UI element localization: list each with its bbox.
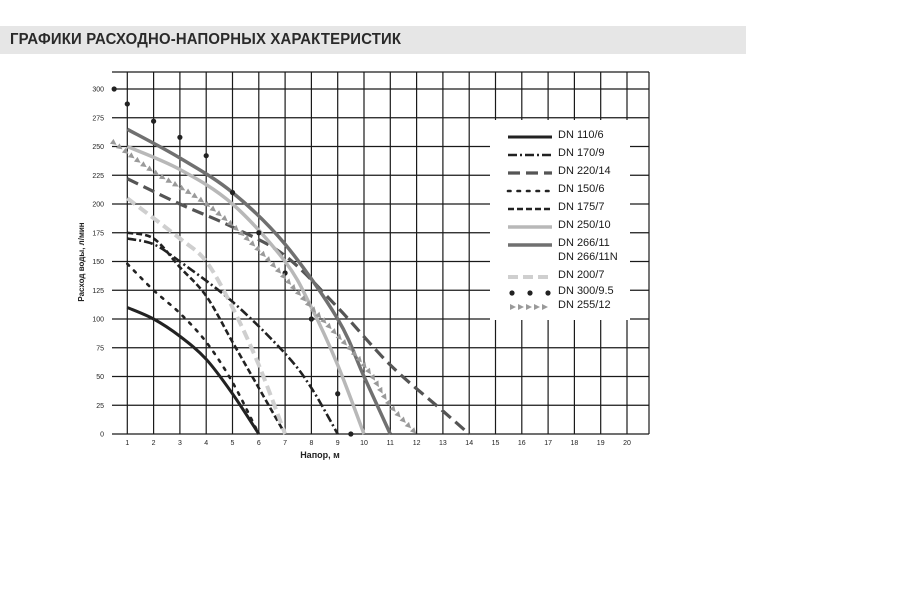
series-dn-255-12-marker xyxy=(377,387,385,395)
series-dn-255-12-marker xyxy=(275,267,283,275)
series-dn-255-12-marker xyxy=(185,189,193,197)
legend-label: DN 200/7 xyxy=(558,269,605,281)
series-dn-255-12-marker xyxy=(172,181,180,189)
x-tick-label: 1 xyxy=(125,440,130,447)
legend-swatch-marker xyxy=(518,304,524,310)
x-tick-label: 17 xyxy=(544,440,552,447)
legend-label: DN 175/7 xyxy=(558,201,605,213)
y-tick-label: 200 xyxy=(92,201,104,209)
legend-swatch-marker xyxy=(526,304,532,310)
series-dn-255-12-marker xyxy=(405,422,413,430)
y-tick-label: 0 xyxy=(100,431,104,439)
legend-label: DN 170/9 xyxy=(558,147,605,159)
x-tick-label: 3 xyxy=(177,440,182,447)
legend-label: DN 220/14 xyxy=(558,165,611,177)
legend-swatch-dot xyxy=(527,290,532,295)
y-tick-label: 250 xyxy=(92,144,104,151)
series-dn-255-12-marker xyxy=(365,368,373,376)
series-dn-300-9-5-point xyxy=(112,86,117,91)
series-dn-255-12-marker xyxy=(116,143,124,151)
series-dn-255-12-marker xyxy=(265,256,273,264)
series-dn-300-9-5-point xyxy=(204,153,209,158)
series-dn-300-9-5-point xyxy=(125,101,130,106)
y-tick-label: 100 xyxy=(92,316,104,324)
legend-swatch xyxy=(506,184,554,198)
series-dn-300-9-5-point xyxy=(335,391,340,396)
legend-swatch xyxy=(506,252,554,266)
legend-swatch-marker xyxy=(542,304,548,310)
legend-swatch xyxy=(506,238,554,252)
series-dn-255-12-marker xyxy=(336,334,344,342)
legend-swatch-dot xyxy=(545,290,550,295)
y-tick-label: 275 xyxy=(92,115,104,123)
y-tick-label: 150 xyxy=(92,259,104,266)
legend-swatch-marker xyxy=(510,304,516,310)
series-dn-150-6-line xyxy=(127,264,258,434)
series-dn-255-12-marker xyxy=(204,201,212,209)
series-dn-255-12-marker xyxy=(191,192,199,200)
x-tick-label: 4 xyxy=(204,440,209,447)
y-tick-label: 175 xyxy=(92,230,104,238)
x-tick-label: 16 xyxy=(517,440,526,447)
x-tick-label: 19 xyxy=(596,440,605,447)
legend-item-dn-150-6 xyxy=(490,184,630,198)
series-dn-255-12-marker xyxy=(394,411,402,419)
series-dn-255-12-marker xyxy=(373,380,381,388)
x-tick-label: 15 xyxy=(491,440,500,447)
series-dn-300-9-5-point xyxy=(348,431,353,436)
legend-swatch-dot xyxy=(509,290,514,295)
x-tick-label: 10 xyxy=(360,440,368,447)
series-dn-255-12-marker xyxy=(166,177,174,185)
legend-label: DN 266/11 xyxy=(558,237,610,249)
series-dn-255-12-marker xyxy=(381,393,389,401)
x-tick-label: 7 xyxy=(283,440,288,447)
legend-item-dn-200-7 xyxy=(490,270,630,284)
legend-item-dn-250-10 xyxy=(490,220,630,234)
series-dn-255-12-marker xyxy=(128,152,136,160)
x-tick-label: 20 xyxy=(623,440,631,447)
series-dn-300-9-5-point xyxy=(230,190,235,195)
legend-label: DN 110/6 xyxy=(558,129,604,141)
legend-swatch xyxy=(506,220,554,234)
legend-swatch xyxy=(506,202,554,216)
legend-label: DN 150/6 xyxy=(558,183,605,195)
series-dn-255-12-marker xyxy=(210,206,218,214)
y-tick-label: 225 xyxy=(92,172,104,180)
legend-swatch xyxy=(506,300,554,314)
y-tick-label: 300 xyxy=(92,86,104,94)
chart-legend xyxy=(490,120,630,320)
x-tick-label: 6 xyxy=(256,440,261,447)
series-dn-255-12-marker xyxy=(385,399,393,407)
legend-swatch xyxy=(506,270,554,284)
series-dn-255-12-marker xyxy=(290,284,298,292)
legend-label: DN 250/10 xyxy=(558,219,611,231)
legend-item-dn-170-9 xyxy=(490,148,630,162)
x-tick-label: 18 xyxy=(570,440,579,447)
x-tick-label: 12 xyxy=(412,440,421,447)
y-tick-label: 125 xyxy=(92,287,104,295)
series-dn-255-12-marker xyxy=(260,251,268,259)
legend-item-dn-220-14 xyxy=(490,166,630,180)
y-tick-label: 50 xyxy=(96,374,104,381)
series-dn-255-12-marker xyxy=(369,374,377,382)
series-dn-110-6-line xyxy=(127,308,258,435)
legend-item-dn-255-12 xyxy=(490,300,630,314)
x-tick-label: 5 xyxy=(230,440,235,447)
x-tick-label: 2 xyxy=(151,440,156,447)
series-dn-255-12-marker xyxy=(400,416,408,424)
legend-item-dn-110-6 xyxy=(490,130,630,144)
series-dn-255-12-marker xyxy=(249,240,257,248)
series-dn-300-9-5-point xyxy=(177,135,182,140)
series-dn-220-14-line xyxy=(127,179,469,434)
x-tick-label: 14 xyxy=(465,440,474,447)
y-axis-label: Расход воды, л/мин xyxy=(77,222,86,302)
legend-swatch xyxy=(506,286,554,300)
x-tick-label: 11 xyxy=(386,440,394,447)
series-dn-300-9-5-point xyxy=(309,316,314,321)
legend-swatch xyxy=(506,166,554,180)
series-dn-255-12-marker xyxy=(140,161,148,169)
series-dn-300-9-5-point xyxy=(256,230,261,235)
series-dn-255-12-marker xyxy=(285,278,293,286)
legend-item-dn-266-11n xyxy=(490,252,630,266)
series-dn-255-12-marker xyxy=(215,210,223,218)
legend-label: DN 300/9.5 xyxy=(558,285,614,297)
series-dn-300-9-5-point xyxy=(151,119,156,124)
legend-item-dn-175-7 xyxy=(490,202,630,216)
legend-label: DN 255/12 xyxy=(558,299,611,311)
series-dn-255-12-marker xyxy=(325,323,333,331)
y-tick-label: 25 xyxy=(96,402,104,410)
legend-swatch xyxy=(506,148,554,162)
legend-swatch xyxy=(506,130,554,144)
x-tick-label: 8 xyxy=(309,440,314,447)
legend-item-dn-300-9-5 xyxy=(490,286,630,300)
series-dn-255-12-marker xyxy=(134,157,142,165)
legend-swatch-marker xyxy=(534,304,540,310)
series-dn-255-12-marker xyxy=(221,215,229,223)
legend-label: DN 266/11N xyxy=(558,251,618,263)
y-tick-label: 75 xyxy=(96,345,104,353)
series-dn-255-12-marker xyxy=(270,262,278,270)
x-tick-label: 9 xyxy=(335,440,340,447)
page-title: ГРАФИКИ РАСХОДНО-НАПОРНЫХ ХАРАКТЕРИСТИК xyxy=(10,31,402,48)
x-tick-label: 13 xyxy=(439,440,447,447)
x-axis-label: Напор, м xyxy=(300,450,340,460)
legend-item-dn-266-11 xyxy=(490,238,630,252)
